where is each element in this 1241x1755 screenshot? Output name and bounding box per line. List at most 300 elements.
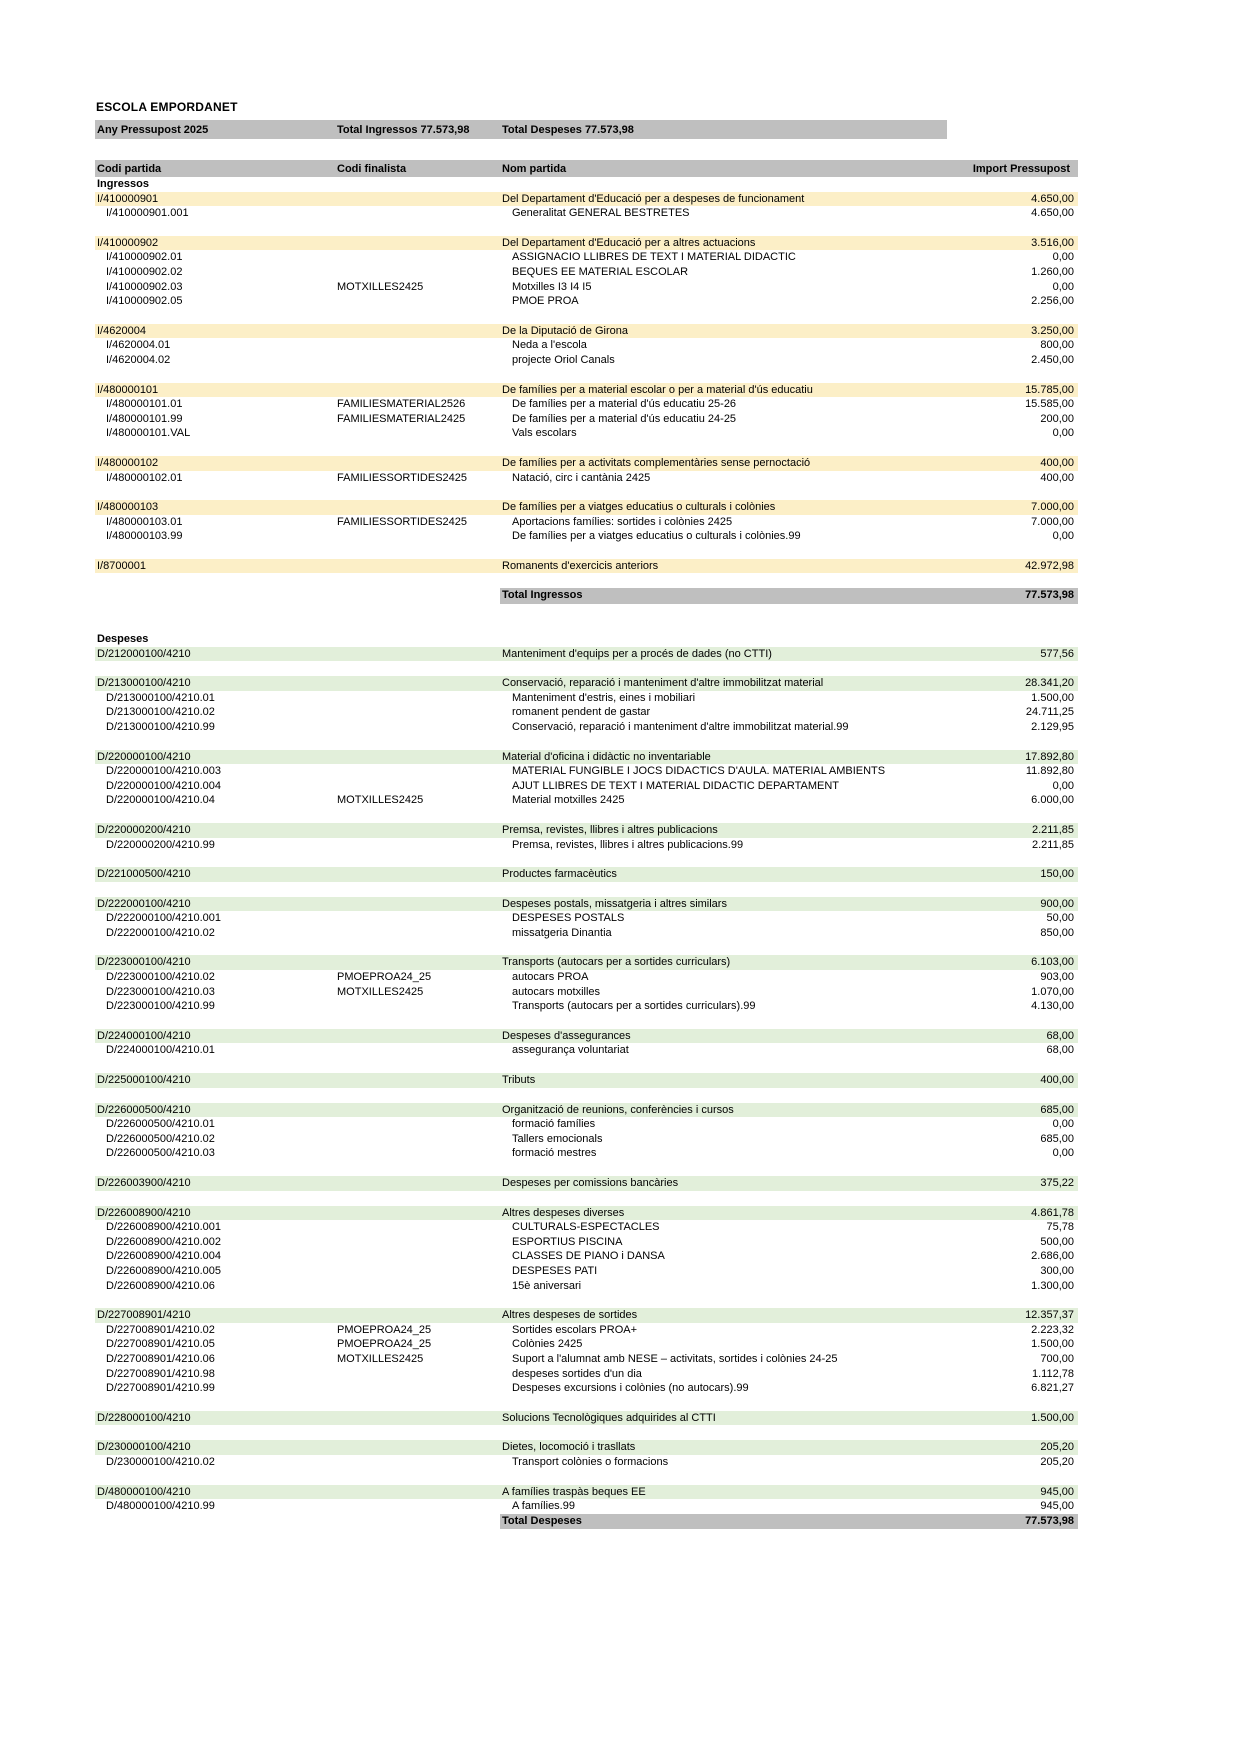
nom-partida-cell: Premsa, revistes, llibres i altres publicacions bbox=[502, 823, 718, 836]
codi-finalista-cell bbox=[335, 779, 500, 794]
nom-partida-cell: De famílies per a material escolar o per a material d'ús educatiu bbox=[502, 383, 813, 396]
group-header-row bbox=[95, 955, 1078, 970]
import-pressupost-cell: 6.821,27 bbox=[1031, 1382, 1074, 1395]
nom-partida-cell: Romanents d'exercicis anteriors bbox=[502, 559, 659, 572]
import-pressupost-cell: 1.300,00 bbox=[1031, 1279, 1074, 1292]
codi-partida-cell: I/410000902.05 bbox=[106, 295, 183, 308]
detail-row bbox=[95, 970, 1078, 985]
import-pressupost-cell: 4.130,00 bbox=[1031, 1000, 1074, 1013]
codi-finalista-cell: FAMILIESSORTIDES2425 bbox=[337, 515, 468, 528]
nom-partida-cell: CULTURALS-ESPECTACLES bbox=[512, 1221, 660, 1234]
codi-finalista-cell bbox=[335, 1264, 500, 1279]
budget-group bbox=[95, 1029, 1078, 1058]
codi-finalista-cell bbox=[335, 1206, 500, 1221]
codi-partida-cell: I/480000103.99 bbox=[106, 530, 183, 543]
nom-partida-cell: Colònies 2425 bbox=[512, 1338, 583, 1351]
codi-partida-cell: D/224000100/4210.01 bbox=[106, 1044, 215, 1057]
detail-row bbox=[95, 1337, 1078, 1352]
nom-partida-cell: Natació, circ i cantània 2425 bbox=[512, 471, 651, 484]
nom-partida-cell: Altres despeses diverses bbox=[502, 1206, 625, 1219]
nom-partida-cell: Motxilles I3 I4 I5 bbox=[512, 280, 592, 293]
import-pressupost-cell: 0,00 bbox=[1052, 427, 1074, 440]
detail-row bbox=[95, 529, 1078, 544]
codi-finalista-cell bbox=[335, 1132, 500, 1147]
import-pressupost-cell: 2.686,00 bbox=[1031, 1250, 1074, 1263]
import-pressupost-cell: 0,00 bbox=[1052, 251, 1074, 264]
codi-partida-cell: D/227008901/4210 bbox=[97, 1309, 191, 1322]
detail-row bbox=[95, 1279, 1078, 1294]
codi-partida-cell: D/227008901/4210.02 bbox=[106, 1323, 215, 1336]
codi-finalista-cell bbox=[335, 647, 500, 662]
codi-finalista-cell bbox=[335, 720, 500, 735]
codi-finalista-cell bbox=[335, 1117, 500, 1132]
detail-row bbox=[95, 294, 1078, 309]
nom-partida-cell: Generalitat GENERAL BESTRETES bbox=[512, 207, 690, 220]
nom-partida-cell: Dietes, locomoció i trasllats bbox=[502, 1441, 636, 1454]
section-despeses bbox=[95, 632, 1078, 1529]
nom-partida-cell: Vals escolars bbox=[512, 427, 577, 440]
import-pressupost-cell: 42.972,98 bbox=[1025, 559, 1074, 572]
codi-finalista-cell bbox=[335, 1440, 500, 1455]
column-header-nom-partida: Nom partida bbox=[502, 162, 567, 175]
group-header-row bbox=[95, 647, 1078, 662]
import-pressupost-cell: 900,00 bbox=[1040, 897, 1074, 910]
detail-row bbox=[95, 1367, 1078, 1382]
nom-partida-cell: Tallers emocionals bbox=[512, 1132, 603, 1145]
codi-finalista-cell bbox=[335, 838, 500, 853]
budget-group bbox=[95, 559, 1078, 574]
codi-finalista-cell bbox=[335, 676, 500, 691]
group-header-row bbox=[95, 1485, 1078, 1500]
codi-partida-cell: D/225000100/4210 bbox=[97, 1074, 191, 1087]
detail-row bbox=[95, 1264, 1078, 1279]
codi-finalista-cell bbox=[335, 1485, 500, 1500]
nom-partida-cell: Tributs bbox=[502, 1074, 536, 1087]
import-pressupost-cell: 903,00 bbox=[1040, 971, 1074, 984]
column-header-row bbox=[95, 160, 1078, 177]
total-amount: 77.573,98 bbox=[1025, 1514, 1074, 1527]
codi-finalista-cell bbox=[335, 764, 500, 779]
nom-partida-cell: missatgeria Dinantia bbox=[512, 926, 612, 939]
import-pressupost-cell: 7.000,00 bbox=[1031, 515, 1074, 528]
budget-group bbox=[95, 1411, 1078, 1426]
detail-row bbox=[95, 1499, 1078, 1514]
detail-row bbox=[95, 705, 1078, 720]
budget-group bbox=[95, 897, 1078, 941]
codi-partida-cell: I/480000101.01 bbox=[106, 398, 183, 411]
codi-partida-cell: D/220000100/4210.004 bbox=[106, 779, 221, 792]
nom-partida-cell: Despeses per comissions bancàries bbox=[502, 1177, 679, 1189]
nom-partida-cell: Manteniment d'estris, eines i mobiliari bbox=[512, 691, 696, 704]
import-pressupost-cell: 75,78 bbox=[1046, 1221, 1074, 1234]
codi-partida-cell: D/226008900/4210.004 bbox=[106, 1250, 221, 1263]
budget-group bbox=[95, 456, 1078, 485]
detail-row bbox=[95, 691, 1078, 706]
import-pressupost-cell: 6.103,00 bbox=[1031, 956, 1074, 969]
import-pressupost-cell: 945,00 bbox=[1040, 1485, 1074, 1498]
codi-partida-cell: D/213000100/4210.02 bbox=[106, 706, 215, 719]
import-pressupost-cell: 1.112,78 bbox=[1031, 1367, 1074, 1380]
total-label: Total Despeses bbox=[502, 1514, 582, 1527]
group-header-row bbox=[95, 500, 1078, 515]
column-header-import-pressupost: Import Pressupost bbox=[972, 162, 1070, 175]
codi-partida-cell: D/227008901/4210.05 bbox=[106, 1338, 215, 1351]
codi-finalista-cell: FAMILIESMATERIAL2425 bbox=[337, 412, 466, 425]
codi-finalista-cell bbox=[335, 750, 500, 765]
codi-partida-cell: I/410000901 bbox=[97, 192, 159, 205]
nom-partida-cell: De famílies per a material d'ús educatiu 24-25 bbox=[512, 412, 737, 425]
nom-partida-cell: PMOE PROA bbox=[512, 295, 579, 308]
import-pressupost-cell: 28.341,20 bbox=[1025, 677, 1074, 690]
import-pressupost-cell: 11.892,80 bbox=[1025, 765, 1074, 778]
nom-partida-cell: Manteniment d'equips per a procés de dades (no CTTI) bbox=[502, 647, 772, 660]
total-row-ingressos bbox=[95, 588, 1078, 604]
import-pressupost-cell: 800,00 bbox=[1040, 339, 1074, 352]
codi-partida-cell: I/410000901.001 bbox=[106, 207, 189, 220]
codi-finalista-cell bbox=[335, 1146, 500, 1161]
import-pressupost-cell: 17.892,80 bbox=[1025, 750, 1074, 763]
codi-partida-cell: D/226008900/4210 bbox=[97, 1206, 191, 1219]
codi-partida-cell: I/480000102 bbox=[97, 456, 159, 469]
import-pressupost-cell: 577,56 bbox=[1040, 647, 1074, 660]
nom-partida-cell: 15è aniversari bbox=[512, 1279, 582, 1292]
codi-finalista-cell bbox=[335, 1279, 500, 1294]
group-header-row bbox=[95, 1206, 1078, 1221]
codi-finalista-cell bbox=[335, 691, 500, 706]
nom-partida-cell: Neda a l'escola bbox=[512, 339, 587, 352]
nom-partida-cell: Transports (autocars per a sortides curriculars).99 bbox=[512, 1000, 756, 1013]
group-header-row bbox=[95, 867, 1078, 882]
nom-partida-cell: projecte Oriol Canals bbox=[512, 353, 615, 366]
codi-finalista-cell bbox=[335, 192, 500, 207]
budget-group bbox=[95, 383, 1078, 441]
detail-row bbox=[95, 1117, 1078, 1132]
nom-partida-cell: autocars PROA bbox=[512, 971, 589, 984]
codi-finalista-cell: MOTXILLES2425 bbox=[337, 280, 424, 293]
codi-partida-cell: I/480000101 bbox=[97, 383, 159, 396]
import-pressupost-cell: 0,00 bbox=[1052, 779, 1074, 792]
codi-partida-cell: D/213000100/4210.01 bbox=[106, 691, 215, 704]
summary-total-ingressos: Total Ingressos 77.573,98 bbox=[337, 123, 470, 136]
group-header-row bbox=[95, 1029, 1078, 1044]
detail-row bbox=[95, 265, 1078, 280]
budget-group bbox=[95, 324, 1078, 368]
codi-finalista-cell bbox=[335, 1235, 500, 1250]
nom-partida-cell: autocars motxilles bbox=[512, 985, 601, 998]
nom-partida-cell: DESPESES PATI bbox=[512, 1264, 598, 1277]
import-pressupost-cell: 68,00 bbox=[1046, 1044, 1074, 1057]
import-pressupost-cell: 0,00 bbox=[1052, 530, 1074, 543]
codi-partida-cell: D/220000200/4210 bbox=[97, 823, 191, 836]
import-pressupost-cell: 3.516,00 bbox=[1031, 236, 1074, 249]
codi-finalista-cell bbox=[335, 500, 500, 515]
budget-group bbox=[95, 500, 1078, 544]
codi-finalista-cell bbox=[335, 1073, 500, 1088]
codi-partida-cell: D/226000500/4210.03 bbox=[106, 1147, 215, 1160]
codi-partida-cell: D/224000100/4210 bbox=[97, 1029, 191, 1042]
import-pressupost-cell: 2.450,00 bbox=[1031, 353, 1074, 366]
budget-group bbox=[95, 1206, 1078, 1294]
detail-row bbox=[95, 206, 1078, 221]
codi-finalista-cell bbox=[335, 1176, 500, 1191]
codi-partida-cell: D/223000100/4210.02 bbox=[106, 971, 215, 984]
section-label-despeses bbox=[95, 632, 1078, 647]
import-pressupost-cell: 1.260,00 bbox=[1031, 265, 1074, 278]
import-pressupost-cell: 1.500,00 bbox=[1031, 691, 1074, 704]
codi-partida-cell: I/410000902.02 bbox=[106, 265, 183, 278]
codi-partida-cell: D/222000100/4210.001 bbox=[106, 912, 221, 925]
doc-title: ESCOLA EMPORDANET bbox=[96, 100, 238, 114]
codi-finalista-cell bbox=[335, 1029, 500, 1044]
detail-row bbox=[95, 1146, 1078, 1161]
group-header-row bbox=[95, 456, 1078, 471]
codi-partida-cell: D/220000100/4210.04 bbox=[106, 794, 215, 807]
codi-partida-cell: I/8700001 bbox=[97, 559, 146, 572]
import-pressupost-cell: 375,22 bbox=[1040, 1177, 1074, 1189]
section-ingressos bbox=[95, 177, 1078, 604]
codi-partida-cell: D/212000100/4210 bbox=[97, 647, 191, 660]
nom-partida-cell: DESPESES POSTALS bbox=[512, 912, 625, 925]
budget-group bbox=[95, 236, 1078, 309]
codi-finalista-cell bbox=[335, 250, 500, 265]
nom-partida-cell: Productes farmacèutics bbox=[502, 868, 617, 881]
budget-group bbox=[95, 676, 1078, 734]
detail-row bbox=[95, 397, 1078, 412]
nom-partida-cell: A famílies traspàs beques EE bbox=[502, 1485, 646, 1498]
nom-partida-cell: Conservació, reparació i manteniment d'altre immobilitzat material bbox=[502, 677, 824, 690]
detail-row bbox=[95, 1249, 1078, 1264]
total-amount: 77.573,98 bbox=[1025, 589, 1074, 602]
import-pressupost-cell: 2.211,85 bbox=[1031, 823, 1074, 836]
import-pressupost-cell: 400,00 bbox=[1040, 471, 1074, 484]
import-pressupost-cell: 2.129,95 bbox=[1031, 720, 1074, 733]
codi-partida-cell: D/222000100/4210.02 bbox=[106, 926, 215, 939]
column-header-codi-partida: Codi partida bbox=[97, 162, 162, 175]
codi-partida-cell: I/480000103.01 bbox=[106, 515, 183, 528]
budget-group bbox=[95, 1176, 1078, 1191]
codi-partida-cell: D/227008901/4210.06 bbox=[106, 1352, 215, 1365]
group-header-row bbox=[95, 897, 1078, 912]
budget-sheet bbox=[95, 100, 1078, 1529]
import-pressupost-cell: 400,00 bbox=[1040, 1074, 1074, 1087]
codi-partida-cell: D/213000100/4210.99 bbox=[106, 720, 215, 733]
budget-group bbox=[95, 647, 1078, 662]
nom-partida-cell: De famílies per a viatges educatius o culturals i colònies.99 bbox=[512, 530, 801, 543]
total-row-spacer bbox=[95, 588, 500, 604]
codi-finalista-cell bbox=[335, 1411, 500, 1426]
import-pressupost-cell: 300,00 bbox=[1040, 1264, 1074, 1277]
nom-partida-cell: Despeses postals, missatgeria i altres similars bbox=[502, 897, 727, 910]
nom-partida-cell: ESPORTIUS PISCINA bbox=[512, 1235, 623, 1248]
import-pressupost-cell: 68,00 bbox=[1046, 1029, 1074, 1042]
codi-finalista-cell bbox=[335, 294, 500, 309]
codi-finalista-cell: PMOEPROA24_25 bbox=[337, 1323, 432, 1336]
codi-finalista-cell bbox=[335, 823, 500, 838]
detail-row bbox=[95, 515, 1078, 530]
codi-finalista-cell bbox=[335, 353, 500, 368]
budget-group bbox=[95, 1485, 1078, 1514]
import-pressupost-cell: 2.256,00 bbox=[1031, 295, 1074, 308]
codi-finalista-cell bbox=[335, 926, 500, 941]
nom-partida-cell: formació mestres bbox=[512, 1147, 597, 1160]
total-box-despeses bbox=[500, 1514, 1078, 1530]
detail-row bbox=[95, 1323, 1078, 1338]
import-pressupost-cell: 12.357,37 bbox=[1025, 1309, 1074, 1322]
import-pressupost-cell: 205,20 bbox=[1040, 1441, 1074, 1454]
detail-row bbox=[95, 426, 1078, 441]
codi-finalista-cell bbox=[335, 236, 500, 251]
codi-finalista-cell bbox=[335, 867, 500, 882]
detail-row bbox=[95, 838, 1078, 853]
budget-group bbox=[95, 1308, 1078, 1396]
detail-row bbox=[95, 779, 1078, 794]
detail-row bbox=[95, 1235, 1078, 1250]
nom-partida-cell: Sortides escolars PROA+ bbox=[512, 1323, 638, 1336]
codi-finalista-cell bbox=[335, 265, 500, 280]
import-pressupost-cell: 0,00 bbox=[1052, 1147, 1074, 1160]
detail-row bbox=[95, 1352, 1078, 1367]
group-header-row bbox=[95, 383, 1078, 398]
codi-partida-cell: I/4620004.02 bbox=[106, 353, 171, 366]
codi-finalista-cell bbox=[335, 456, 500, 471]
codi-partida-cell: I/480000103 bbox=[97, 501, 159, 514]
group-header-row bbox=[95, 1103, 1078, 1118]
codi-partida-cell: D/230000100/4210 bbox=[97, 1441, 191, 1454]
nom-partida-cell: De famílies per a activitats complementàries sense pernoctació bbox=[502, 456, 811, 469]
nom-partida-cell: Altres despeses de sortides bbox=[502, 1309, 638, 1322]
nom-partida-cell: Material motxilles 2425 bbox=[512, 794, 625, 807]
detail-row bbox=[95, 1455, 1078, 1470]
total-box-ingressos bbox=[500, 588, 1078, 604]
codi-partida-cell: D/220000100/4210.003 bbox=[106, 765, 221, 778]
nom-partida-cell: Premsa, revistes, llibres i altres publicacions.99 bbox=[512, 838, 744, 851]
codi-finalista-cell bbox=[335, 1103, 500, 1118]
codi-finalista-cell: FAMILIESMATERIAL2526 bbox=[337, 398, 466, 411]
codi-finalista-cell bbox=[335, 1367, 500, 1382]
import-pressupost-cell: 700,00 bbox=[1040, 1352, 1074, 1365]
codi-finalista-cell bbox=[335, 1308, 500, 1323]
nom-partida-cell: Suport a l'alumnat amb NESE – activitats, sortides i colònies 24-25 bbox=[512, 1352, 838, 1365]
nom-partida-cell: AJUT LLIBRES DE TEXT I MATERIAL DIDACTIC DEPARTAMENT bbox=[512, 779, 840, 792]
codi-partida-cell: D/226003900/4210 bbox=[97, 1177, 191, 1189]
detail-row bbox=[95, 280, 1078, 295]
detail-row bbox=[95, 338, 1078, 353]
group-header-row bbox=[95, 192, 1078, 207]
summary-year: Any Pressupost 2025 bbox=[97, 123, 209, 136]
codi-partida-cell: D/228000100/4210 bbox=[97, 1411, 191, 1424]
codi-partida-cell: I/4620004.01 bbox=[106, 339, 171, 352]
codi-partida-cell: D/226000500/4210.02 bbox=[106, 1132, 215, 1145]
import-pressupost-cell: 850,00 bbox=[1040, 926, 1074, 939]
detail-row bbox=[95, 250, 1078, 265]
nom-partida-cell: Despeses d'assegurances bbox=[502, 1029, 631, 1042]
codi-partida-cell: D/230000100/4210.02 bbox=[106, 1455, 215, 1468]
import-pressupost-cell: 4.650,00 bbox=[1031, 207, 1074, 220]
table-body bbox=[95, 177, 1078, 1529]
nom-partida-cell: BEQUES EE MATERIAL ESCOLAR bbox=[512, 265, 689, 278]
codi-partida-cell: D/226008900/4210.001 bbox=[106, 1221, 221, 1234]
codi-partida-cell: D/226008900/4210.002 bbox=[106, 1235, 221, 1248]
codi-finalista-cell: PMOEPROA24_25 bbox=[337, 1338, 432, 1351]
detail-row bbox=[95, 720, 1078, 735]
codi-finalista-cell: PMOEPROA24_25 bbox=[337, 971, 432, 984]
import-pressupost-cell: 6.000,00 bbox=[1031, 794, 1074, 807]
codi-partida-cell: D/227008901/4210.98 bbox=[106, 1367, 215, 1380]
codi-partida-cell: D/480000100/4210 bbox=[97, 1485, 191, 1498]
codi-partida-cell: D/226008900/4210.06 bbox=[106, 1279, 215, 1292]
nom-partida-cell: CLASSES DE PIANO i DANSA bbox=[512, 1250, 665, 1263]
import-pressupost-cell: 2.223,32 bbox=[1031, 1323, 1074, 1336]
import-pressupost-cell: 685,00 bbox=[1040, 1132, 1074, 1145]
codi-finalista-cell: FAMILIESSORTIDES2425 bbox=[337, 471, 468, 484]
total-row-spacer bbox=[95, 1514, 500, 1530]
section-label-text: Despeses bbox=[97, 632, 149, 645]
budget-group bbox=[95, 1440, 1078, 1469]
import-pressupost-cell: 50,00 bbox=[1046, 912, 1074, 925]
group-header-row bbox=[95, 1073, 1078, 1088]
codi-partida-cell: D/227008901/4210.99 bbox=[106, 1382, 215, 1395]
import-pressupost-cell: 15.585,00 bbox=[1025, 398, 1074, 411]
codi-finalista-cell bbox=[335, 206, 500, 221]
budget-group bbox=[95, 955, 1078, 1013]
codi-finalista-cell bbox=[335, 529, 500, 544]
group-header-row bbox=[95, 1176, 1078, 1191]
codi-finalista-cell bbox=[335, 324, 500, 339]
import-pressupost-cell: 4.861,78 bbox=[1031, 1206, 1074, 1219]
detail-row bbox=[95, 764, 1078, 779]
import-pressupost-cell: 400,00 bbox=[1040, 456, 1074, 469]
import-pressupost-cell: 4.650,00 bbox=[1031, 192, 1074, 205]
import-pressupost-cell: 945,00 bbox=[1040, 1500, 1074, 1513]
codi-finalista-cell bbox=[335, 1043, 500, 1058]
nom-partida-cell: Solucions Tecnològiques adquirides al CTTI bbox=[502, 1411, 716, 1424]
codi-partida-cell: I/410000902 bbox=[97, 236, 159, 249]
budget-group bbox=[95, 823, 1078, 852]
nom-partida-cell: Transports (autocars per a sortides curriculars) bbox=[502, 956, 731, 969]
import-pressupost-cell: 0,00 bbox=[1052, 280, 1074, 293]
detail-row bbox=[95, 471, 1078, 486]
section-label-text: Ingressos bbox=[97, 178, 149, 190]
import-pressupost-cell: 7.000,00 bbox=[1031, 501, 1074, 514]
summary-total-despeses: Total Despeses 77.573,98 bbox=[502, 123, 634, 136]
codi-partida-cell: D/220000100/4210 bbox=[97, 750, 191, 763]
codi-finalista-cell bbox=[335, 999, 500, 1014]
detail-row bbox=[95, 793, 1078, 808]
nom-partida-cell: despeses sortides d'un dia bbox=[512, 1367, 642, 1380]
codi-partida-cell: I/410000902.01 bbox=[106, 251, 183, 264]
codi-finalista-cell bbox=[335, 1381, 500, 1396]
budget-group bbox=[95, 750, 1078, 808]
codi-partida-cell: D/226000500/4210 bbox=[97, 1103, 191, 1116]
codi-partida-cell: D/220000200/4210.99 bbox=[106, 838, 215, 851]
nom-partida-cell: Conservació, reparació i manteniment d'altre immobilitzat material.99 bbox=[512, 720, 849, 733]
detail-row bbox=[95, 412, 1078, 427]
codi-finalista-cell bbox=[335, 897, 500, 912]
codi-finalista-cell bbox=[335, 338, 500, 353]
codi-partida-cell: I/480000101.VAL bbox=[106, 427, 191, 440]
codi-finalista-cell bbox=[335, 1220, 500, 1235]
codi-finalista-cell bbox=[335, 559, 500, 574]
group-header-row bbox=[95, 559, 1078, 574]
import-pressupost-cell: 1.070,00 bbox=[1031, 985, 1074, 998]
codi-finalista-cell bbox=[335, 911, 500, 926]
import-pressupost-cell: 1.500,00 bbox=[1031, 1411, 1074, 1424]
nom-partida-cell: ASSIGNACIO LLIBRES DE TEXT I MATERIAL DIDACTIC bbox=[512, 251, 796, 264]
group-header-row bbox=[95, 236, 1078, 251]
nom-partida-cell: MATERIAL FUNGIBLE I JOCS DIDACTICS D'AULA. MATERIAL AMBIENTS bbox=[512, 765, 886, 778]
nom-partida-cell: Organització de reunions, conferències i cursos bbox=[502, 1103, 734, 1116]
group-header-row bbox=[95, 676, 1078, 691]
